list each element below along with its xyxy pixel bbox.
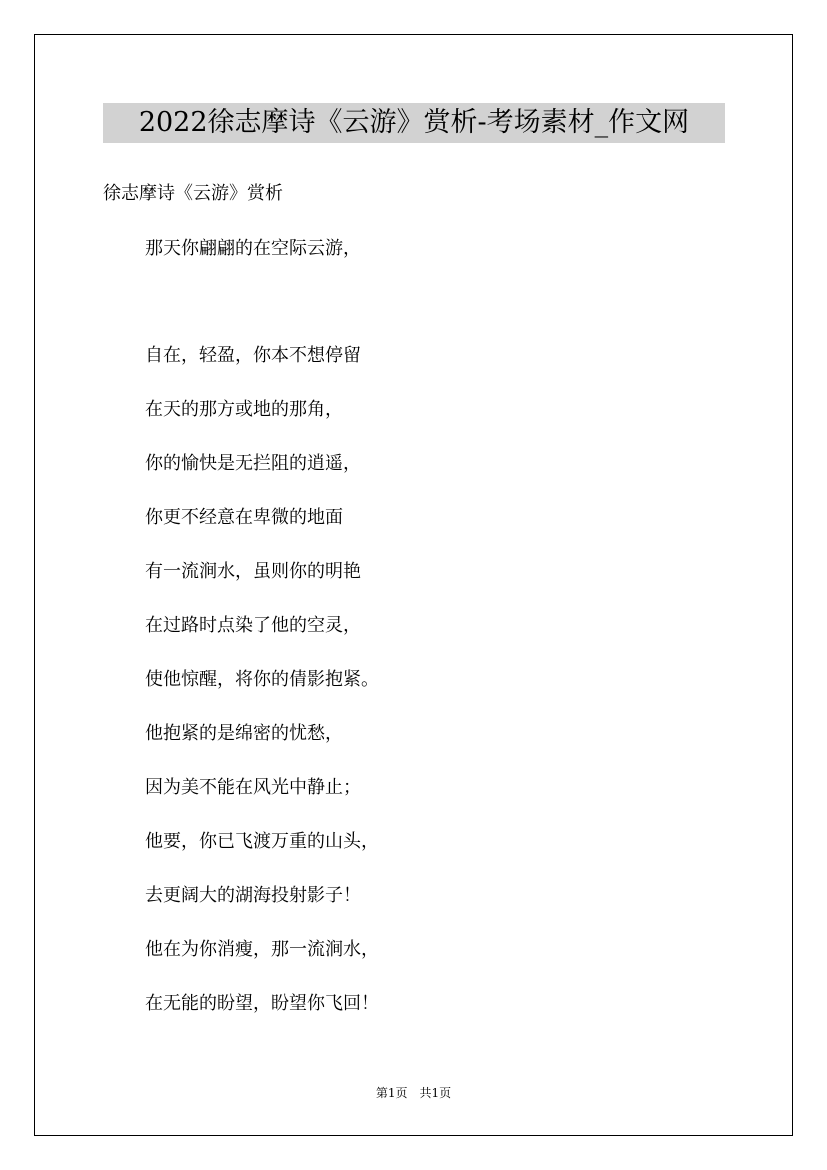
poem-line: 你的愉快是无拦阻的逍遥， <box>145 453 361 474</box>
page-number: 第1页 共1页 <box>375 1086 452 1100</box>
poem-line: 自在，轻盈，你本不想停留 <box>145 345 361 366</box>
poem-line: 他在为你消瘦，那一流涧水， <box>145 939 379 960</box>
poem-line: 因为美不能在风光中静止； <box>145 777 361 798</box>
poem-line: 他抱紧的是绵密的忧愁， <box>145 723 343 744</box>
poem-line: 使他惊醒，将你的倩影抱紧。 <box>145 669 379 690</box>
poem-line: 在天的那方或地的那角， <box>145 399 343 420</box>
poem-line: 有一流涧水，虽则你的明艳 <box>145 561 361 582</box>
document-subtitle: 徐志摩诗《云游》赏析 <box>103 183 283 204</box>
poem-line: 在过路时点染了他的空灵， <box>145 615 361 636</box>
document-title: 2022徐志摩诗《云游》赏析-考场素材_作文网 <box>103 103 725 143</box>
poem-line: 那天你翩翩的在空际云游， <box>145 238 361 259</box>
poem-line: 在无能的盼望，盼望你飞回！ <box>145 993 379 1014</box>
poem-line: 你更不经意在卑微的地面 <box>145 507 343 528</box>
poem-line: 去更阔大的湖海投射影子！ <box>145 885 361 906</box>
poem-line: 他要，你已飞渡万重的山头， <box>145 831 379 852</box>
